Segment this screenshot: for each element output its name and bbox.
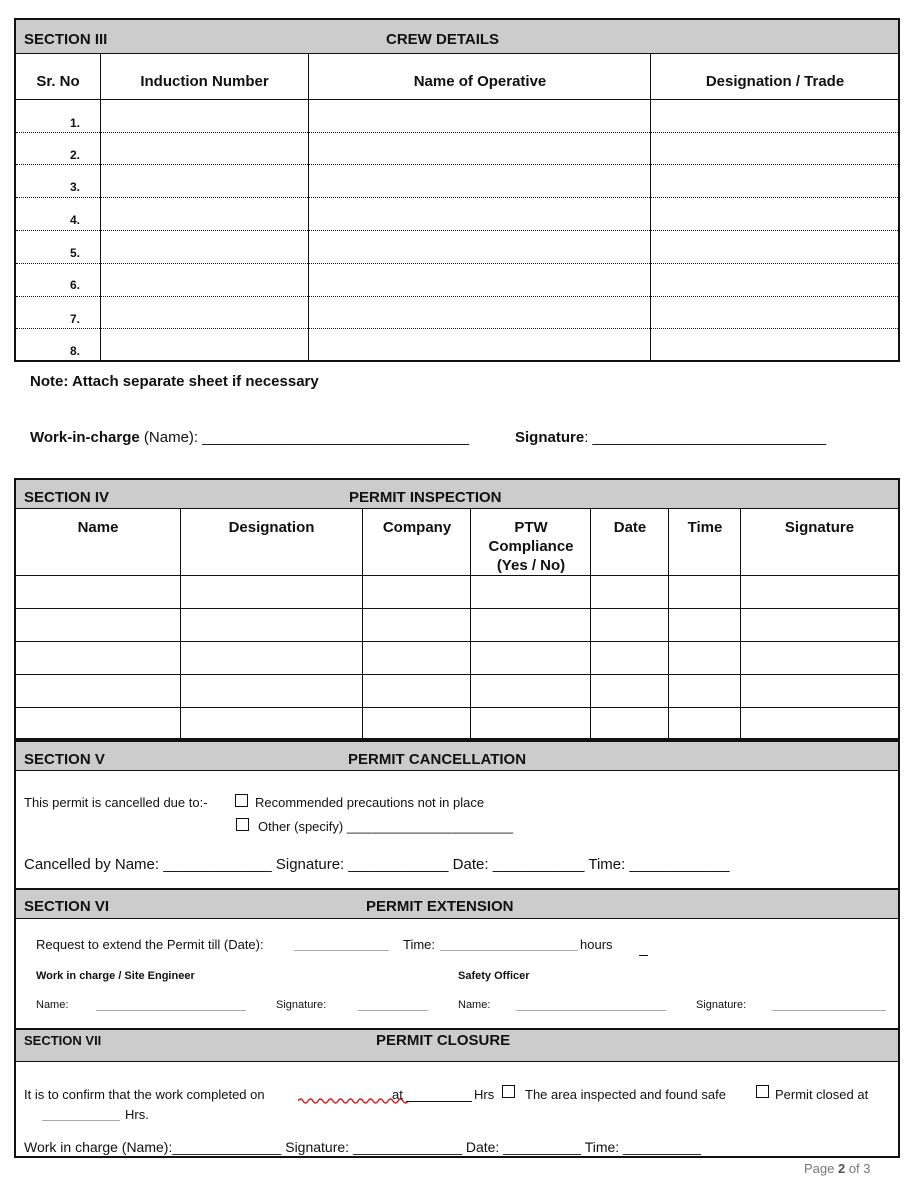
crew-row-divider xyxy=(16,296,898,297)
page-suffix: of 3 xyxy=(845,1161,871,1176)
section-4-box xyxy=(14,478,900,740)
inspection-vline xyxy=(470,509,471,739)
section-4-header-rule xyxy=(15,508,899,509)
extend-request-label: Request to extend the Permit till (Date): xyxy=(36,937,264,952)
section-3-vline-2 xyxy=(308,54,309,361)
permit-closed-label: Permit closed at xyxy=(775,1087,869,1102)
signature-field[interactable]: : ____________________________ xyxy=(584,429,827,446)
section-4-title: PERMIT INSPECTION xyxy=(349,489,502,506)
col-ptw-2: Compliance xyxy=(488,538,574,555)
section-3-vline-3 xyxy=(650,54,651,361)
cancelled-due-label: This permit is cancelled due to:- xyxy=(24,795,208,810)
recommended-precautions-label: Recommended precautions not in place xyxy=(255,795,485,810)
col-induction-number: Induction Number xyxy=(140,73,269,90)
crew-row-divider xyxy=(16,164,898,165)
crew-row-number: 6. xyxy=(70,278,81,292)
inspection-rule xyxy=(15,674,899,675)
section-7-label: SECTION VII xyxy=(24,1033,102,1048)
so-signature-field[interactable] xyxy=(772,1010,886,1011)
crew-row-divider xyxy=(16,230,898,231)
section-6-header-rule xyxy=(15,918,899,919)
closure-at-label: at xyxy=(392,1087,403,1102)
closure-time-field[interactable] xyxy=(406,1101,472,1102)
so-name-label: Name: xyxy=(458,999,491,1011)
stray-mark xyxy=(639,955,648,956)
col-designation-trade: Designation / Trade xyxy=(705,73,845,90)
cancelled-by-line[interactable]: Cancelled by Name: _____________ Signature: ____________ Date: ___________ Time: ____________ xyxy=(24,856,730,873)
section-3-colhead-rule xyxy=(15,99,899,100)
crew-row-number: 8. xyxy=(70,344,81,358)
extend-time-field[interactable] xyxy=(440,950,578,951)
attach-note: Note: Attach separate sheet if necessary xyxy=(30,373,319,390)
wic-name-label: Name: xyxy=(36,999,69,1011)
wic-site-engineer-label: Work in charge / Site Engineer xyxy=(36,970,195,982)
col-name-of-operative: Name of Operative xyxy=(413,73,547,90)
col-ptw-3: (Yes / No) xyxy=(496,557,566,574)
crew-row-number: 7. xyxy=(70,312,81,326)
crew-row-number: 2. xyxy=(70,148,81,162)
area-safe-checkbox[interactable] xyxy=(502,1085,515,1098)
page-number xyxy=(804,1161,871,1176)
inspection-rule xyxy=(15,707,899,708)
section-6-title: PERMIT EXTENSION xyxy=(366,898,514,915)
crew-row-number: 1. xyxy=(70,116,81,130)
section-5-label: SECTION V xyxy=(24,751,105,768)
inspection-vline xyxy=(590,509,591,739)
closure-hrs2-label: Hrs. xyxy=(125,1107,149,1122)
section-5-title: PERMIT CANCELLATION xyxy=(348,751,527,768)
wic-signature-label: Signature: xyxy=(276,999,327,1011)
work-in-charge-name-field[interactable]: (Name): ________________________________ xyxy=(143,429,470,446)
so-name-field[interactable] xyxy=(516,1010,666,1011)
section-7-title: PERMIT CLOSURE xyxy=(376,1032,511,1049)
permit-closed-checkbox[interactable] xyxy=(756,1085,769,1098)
crew-row-divider xyxy=(16,328,898,329)
section-4-label: SECTION IV xyxy=(24,489,110,506)
other-specify-field[interactable]: Other (specify) _______________________ xyxy=(258,819,514,834)
col-signature: Signature xyxy=(784,519,855,536)
recommended-precautions-checkbox[interactable] xyxy=(235,794,248,807)
closure-bottom-line[interactable]: Work in charge (Name):______________ Signature: ______________ Date: __________ Time: __________ xyxy=(24,1139,701,1155)
inspection-vline xyxy=(180,509,181,739)
col-time: Time xyxy=(687,519,723,536)
permit-closed-time-field[interactable] xyxy=(42,1120,120,1121)
section-6-label: SECTION VI xyxy=(24,898,110,915)
crew-row-number: 4. xyxy=(70,213,81,227)
crew-row-number: 3. xyxy=(70,180,81,194)
inspection-vline xyxy=(668,509,669,739)
section-3-vline-sr xyxy=(100,54,101,99)
col-sr-no: Sr. No xyxy=(36,73,80,90)
crew-row-number: 5. xyxy=(70,246,81,260)
signature-line xyxy=(515,429,826,446)
crew-row-divider xyxy=(16,263,898,264)
col-company: Company xyxy=(382,519,452,536)
section-5-header-rule xyxy=(15,770,899,771)
inspection-rule xyxy=(15,575,899,576)
safety-officer-label: Safety Officer xyxy=(458,970,530,982)
so-signature-label: Signature: xyxy=(696,999,747,1011)
extend-date-field[interactable] xyxy=(294,950,389,951)
inspection-vline xyxy=(362,509,363,739)
col-ptw-1: PTW xyxy=(514,519,548,536)
section-3-title: CREW DETAILS xyxy=(386,31,500,48)
page-prefix: Page xyxy=(804,1161,838,1176)
wic-signature-field[interactable] xyxy=(358,1010,428,1011)
signature-label: Signature xyxy=(515,429,585,446)
col-name: Name xyxy=(77,519,119,536)
closure-confirm-label: It is to confirm that the work completed on xyxy=(24,1087,265,1102)
extend-time-label: Time: xyxy=(403,937,436,952)
section-3-label: SECTION III xyxy=(24,31,108,48)
col-date: Date xyxy=(613,519,647,536)
crew-row-divider xyxy=(16,132,898,133)
other-specify-checkbox[interactable] xyxy=(236,818,249,831)
section-3-header-rule xyxy=(15,53,899,54)
section-3-box xyxy=(14,18,900,362)
inspection-vline xyxy=(740,509,741,739)
crew-row-divider xyxy=(16,197,898,198)
extend-hours-label: hours xyxy=(580,937,613,952)
section-7-header-rule xyxy=(15,1061,899,1062)
area-safe-label: The area inspected and found safe xyxy=(525,1087,726,1102)
inspection-rule xyxy=(15,608,899,609)
col-designation: Designation xyxy=(228,519,315,536)
inspection-rule xyxy=(15,641,899,642)
wic-name-field[interactable] xyxy=(96,1010,246,1011)
page-current: 2 xyxy=(837,1161,846,1176)
closure-hrs-label: Hrs xyxy=(474,1087,495,1102)
work-in-charge-label: Work-in-charge xyxy=(30,429,140,446)
work-in-charge-line xyxy=(30,429,469,446)
